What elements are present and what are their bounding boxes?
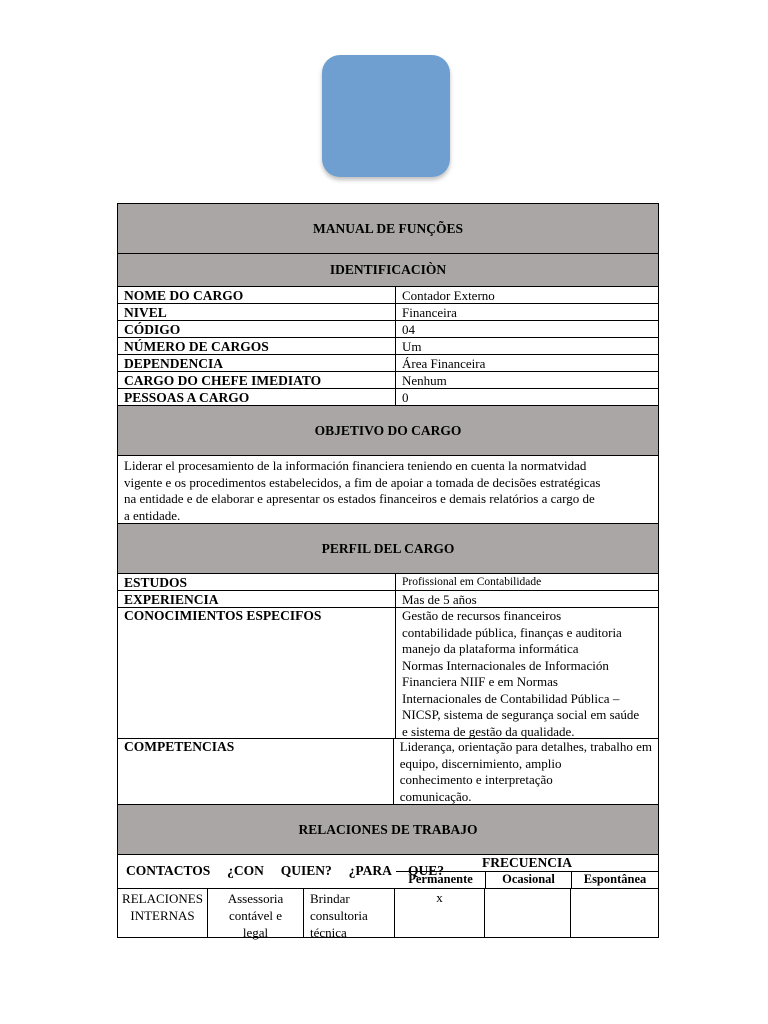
relations-band [118, 805, 658, 855]
row-value: Financeira [402, 305, 457, 320]
studies-row [118, 574, 658, 591]
frequency-title: FRECUENCIA [396, 855, 658, 872]
objective-line: na entidade e de elaborar e apresentar os estados financeiros e demais relatórios a cargo de [124, 491, 595, 506]
relations-heading: RELACIONES DE TRABAJO [298, 821, 478, 837]
experience-value: Mas de 5 años [402, 592, 477, 607]
knowledge-line: contabilidade pública, finanças e auditoria [402, 624, 622, 640]
knowledge-line: manejo da plataforma informática [402, 641, 579, 656]
studies-label: ESTUDOS [118, 574, 396, 590]
manual-title-band [118, 204, 658, 254]
row-value: Área Financeira [402, 356, 486, 371]
relation-with-line: legal [242, 925, 269, 940]
relation-type-line: INTERNAS [130, 908, 195, 923]
row-value: 0 [402, 390, 409, 405]
contacts-header: CONTACTOS ¿CON QUIEN? ¿PARA QUE? [126, 863, 445, 878]
spontaneous-cell [571, 889, 658, 937]
knowledge-row [118, 608, 658, 739]
identification-row [118, 355, 658, 372]
identification-row [118, 304, 658, 321]
relation-with-line: Assessoria [227, 891, 284, 906]
row-label: CARGO DO CHEFE IMEDIATO [118, 372, 396, 388]
experience-row [118, 591, 658, 608]
frequency-col-spontaneous: Espontânea [583, 872, 647, 886]
competencies-line: Liderança, orientação para detalhes, trabalho em [399, 739, 652, 754]
logo-placeholder [322, 55, 450, 177]
knowledge-value [396, 608, 658, 738]
row-value: 04 [402, 322, 415, 337]
knowledge-line: Internacionales de Contabilidad Pública – [402, 690, 620, 706]
competencies-row [118, 739, 658, 805]
row-label: NIVEL [118, 304, 396, 320]
identification-row [118, 389, 658, 406]
identification-row [118, 372, 658, 389]
identification-row [118, 287, 658, 304]
knowledge-line: e sistema de gestão da qualidade. [402, 723, 575, 739]
identification-section [118, 287, 658, 406]
objective-heading: OBJETIVO DO CARGO [314, 422, 462, 438]
competencies-line: comunicação. [399, 788, 472, 804]
competencies-line: equipo, discernimiento, amplio [399, 755, 562, 771]
table-row [118, 889, 658, 940]
relation-with-line: contável e [228, 908, 283, 923]
objective-line: a entidade. [124, 507, 181, 523]
knowledge-line: Gestão de recursos financeiros [402, 608, 562, 623]
row-label: PESSOAS A CARGO [118, 389, 396, 405]
objective-band [118, 406, 658, 456]
knowledge-line: Normas Internacionales de Información [402, 657, 609, 673]
relation-for-line: Brindar [310, 891, 350, 906]
experience-label: EXPERIENCIA [118, 591, 396, 607]
frequency-col-occasional: Ocasional [486, 871, 572, 888]
occasional-cell [485, 889, 571, 937]
identification-band [118, 254, 658, 287]
objective-text [118, 456, 658, 524]
relation-for-line: consultoria [310, 908, 368, 923]
row-label: NOME DO CARGO [118, 287, 396, 303]
frequency-columns [396, 871, 658, 888]
row-label: NÚMERO DE CARGOS [118, 338, 396, 354]
studies-value: Profissional em Contabilidade [402, 576, 542, 588]
relation-for-line: técnica [310, 925, 347, 940]
profile-band [118, 524, 658, 574]
profile-heading: PERFIL DEL CARGO [321, 540, 455, 556]
competencies-value [394, 739, 658, 804]
identification-row [118, 338, 658, 355]
competencies-label: COMPETENCIAS [118, 739, 394, 804]
relation-for-cell [304, 889, 395, 940]
frequency-col-permanent: Permanente [396, 871, 486, 888]
objective-line: Liderar el procesamiento de la información financiera teniendo en cuenta la normatvidad [124, 458, 587, 473]
relation-type-cell [118, 889, 208, 937]
identification-heading: IDENTIFICACIÒN [329, 262, 447, 277]
relation-type-line: RELACIONES [122, 891, 203, 906]
competencies-line: conhecimento e interpretação [399, 772, 553, 787]
knowledge-line: NICSP, sistema de segurança social em saúde [402, 707, 640, 722]
row-label: CÓDIGO [118, 321, 396, 337]
row-value: Nenhum [402, 373, 447, 388]
row-label: DEPENDENCIA [118, 355, 396, 371]
knowledge-line: Financiera NIIF e em Normas [402, 674, 558, 689]
permanent-cell: x [395, 889, 485, 937]
job-manual-table [117, 203, 659, 938]
row-value: Contador Externo [402, 288, 495, 303]
relations-header [118, 855, 658, 889]
identification-row [118, 321, 658, 338]
objective-line: vigente e os procedimentos estabelecidos, a fim de apoiar a tomada de decisões estratégicas [124, 474, 601, 490]
manual-title: MANUAL DE FUNÇÕES [312, 220, 463, 236]
knowledge-label: CONOCIMIENTOS ESPECIFOS [118, 608, 396, 738]
row-value: Um [402, 339, 422, 354]
relation-with-cell [208, 889, 304, 940]
